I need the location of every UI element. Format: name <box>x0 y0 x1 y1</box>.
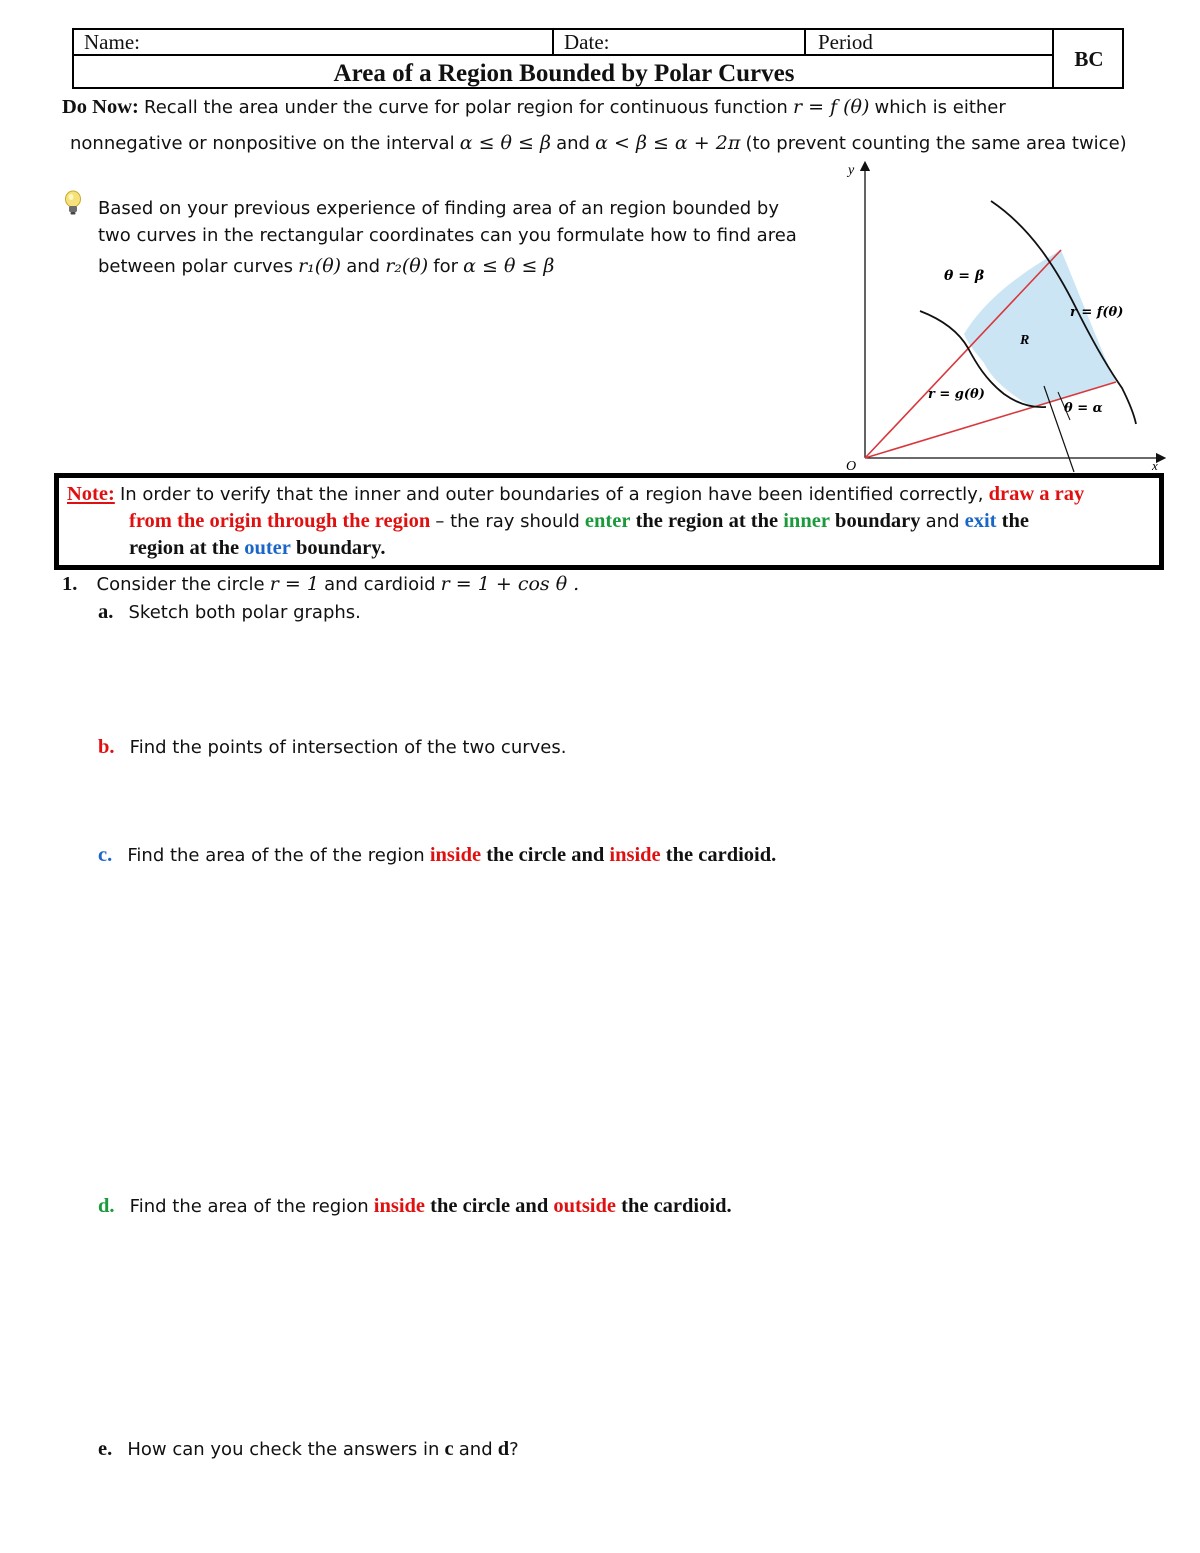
part-text: the circle and <box>430 1195 549 1217</box>
part-a <box>98 599 361 626</box>
do-now-math: α < β ≤ α + 2π <box>595 132 741 154</box>
note-line-2 <box>129 508 1029 535</box>
prompt-text: for <box>433 256 459 277</box>
do-now-line-2 <box>70 130 1127 157</box>
prompt-line-1: Based on your previous experience of finding area of an region bounded by <box>98 198 780 219</box>
lightbulb-icon <box>64 190 82 216</box>
note-text: region at the <box>129 537 240 559</box>
part-highlight: inside <box>373 1195 426 1217</box>
do-now-line-1 <box>62 94 1006 121</box>
note-highlight: outer <box>244 537 291 559</box>
part-text: and <box>458 1439 493 1460</box>
part-text: Find the area of the region <box>129 1196 369 1217</box>
note-text: In order to verify that the inner and outer boundaries of a region have been identified correctly, <box>119 484 984 505</box>
note-highlight: inner <box>783 510 830 532</box>
note-line-1 <box>67 481 1084 508</box>
question-text: Consider the circle <box>96 574 265 595</box>
part-label: a. <box>98 601 114 623</box>
period-label: Period <box>818 30 873 54</box>
region-label: R <box>1020 333 1030 348</box>
do-now-text: and <box>556 133 590 154</box>
part-text: the circle and <box>486 844 605 866</box>
part-text: Find the points of intersection of the two curves. <box>129 737 567 758</box>
prompt-math: r₂(θ) <box>385 255 429 277</box>
note-highlight: draw a ray <box>988 483 1085 505</box>
origin-label: O <box>846 459 857 474</box>
prompt-math: r₁(θ) <box>298 255 342 277</box>
question-text: and cardioid <box>324 574 436 595</box>
question-math: r = 1 + cos θ . <box>440 573 580 595</box>
y-axis-label: y <box>848 163 855 178</box>
part-text: c <box>444 1438 454 1460</box>
note-text: the <box>1001 510 1029 532</box>
do-now-text: nonnegative or nonpositive on the interval <box>70 133 455 154</box>
question-number: 1. <box>62 573 78 595</box>
note-box <box>54 473 1164 570</box>
part-e <box>98 1436 519 1463</box>
note-text: and <box>925 511 960 532</box>
note-highlight: enter <box>584 510 631 532</box>
header-divider <box>74 54 1054 56</box>
date-label: Date: <box>564 30 610 54</box>
f-label: r = f(θ) <box>1070 305 1124 320</box>
note-text: – the ray should <box>435 511 580 532</box>
part-label: c. <box>98 844 113 866</box>
prompt-line-2: two curves in the rectangular coordinates can you formulate how to find area <box>98 225 797 246</box>
part-d <box>98 1193 732 1220</box>
do-now-text: (to prevent counting the same area twice) <box>745 133 1127 154</box>
part-c <box>98 842 776 869</box>
note-text: boundary <box>835 510 921 532</box>
note-text: boundary. <box>296 537 386 559</box>
header-divider <box>552 30 554 54</box>
do-now-math: r = f (θ) <box>792 96 870 118</box>
part-label: d. <box>98 1195 115 1217</box>
part-text: Find the area of the of the region <box>127 845 425 866</box>
header-table <box>72 28 1124 89</box>
note-highlight: from the origin through the region <box>129 510 431 532</box>
part-highlight: outside <box>553 1195 616 1217</box>
part-text: the cardioid. <box>621 1195 732 1217</box>
note-text: the region at the <box>635 510 779 532</box>
header-divider <box>804 30 806 54</box>
part-text: d <box>497 1438 510 1460</box>
beta-label: θ = β <box>944 268 985 284</box>
name-label: Name: <box>84 30 140 54</box>
note-highlight: exit <box>964 510 997 532</box>
prompt-math: α ≤ θ ≤ β <box>463 255 555 277</box>
part-text: the cardioid. <box>665 844 777 866</box>
page-title: Area of a Region Bounded by Polar Curves <box>333 60 795 87</box>
do-now-text: Recall the area under the curve for polar region for continuous function <box>144 97 788 118</box>
do-now-text: which is either <box>874 97 1006 118</box>
prompt-text: between polar curves <box>98 256 293 277</box>
part-highlight: inside <box>429 844 482 866</box>
part-highlight: inside <box>609 844 661 866</box>
note-label: Note: <box>67 483 115 505</box>
course-label: BC <box>1074 47 1104 71</box>
question-1 <box>62 571 579 598</box>
question-math: r = 1 <box>269 573 319 595</box>
x-axis-label: x <box>1152 458 1158 473</box>
part-text: How can you check the answers in <box>127 1439 440 1460</box>
do-now-label: Do Now: <box>62 96 139 118</box>
part-text: Sketch both polar graphs. <box>128 602 361 623</box>
part-label: e. <box>98 1438 113 1460</box>
note-line-3 <box>129 535 385 562</box>
do-now-math: α ≤ θ ≤ β <box>459 132 551 154</box>
polar-region-figure <box>836 158 1166 476</box>
part-text: ? <box>509 1439 519 1460</box>
prompt-text: and <box>346 256 381 277</box>
alpha-label: θ = α <box>1064 401 1103 416</box>
g-label: r = g(θ) <box>928 387 985 402</box>
prompt-line-3 <box>98 253 554 280</box>
part-label: b. <box>98 736 115 758</box>
part-b <box>98 734 566 761</box>
